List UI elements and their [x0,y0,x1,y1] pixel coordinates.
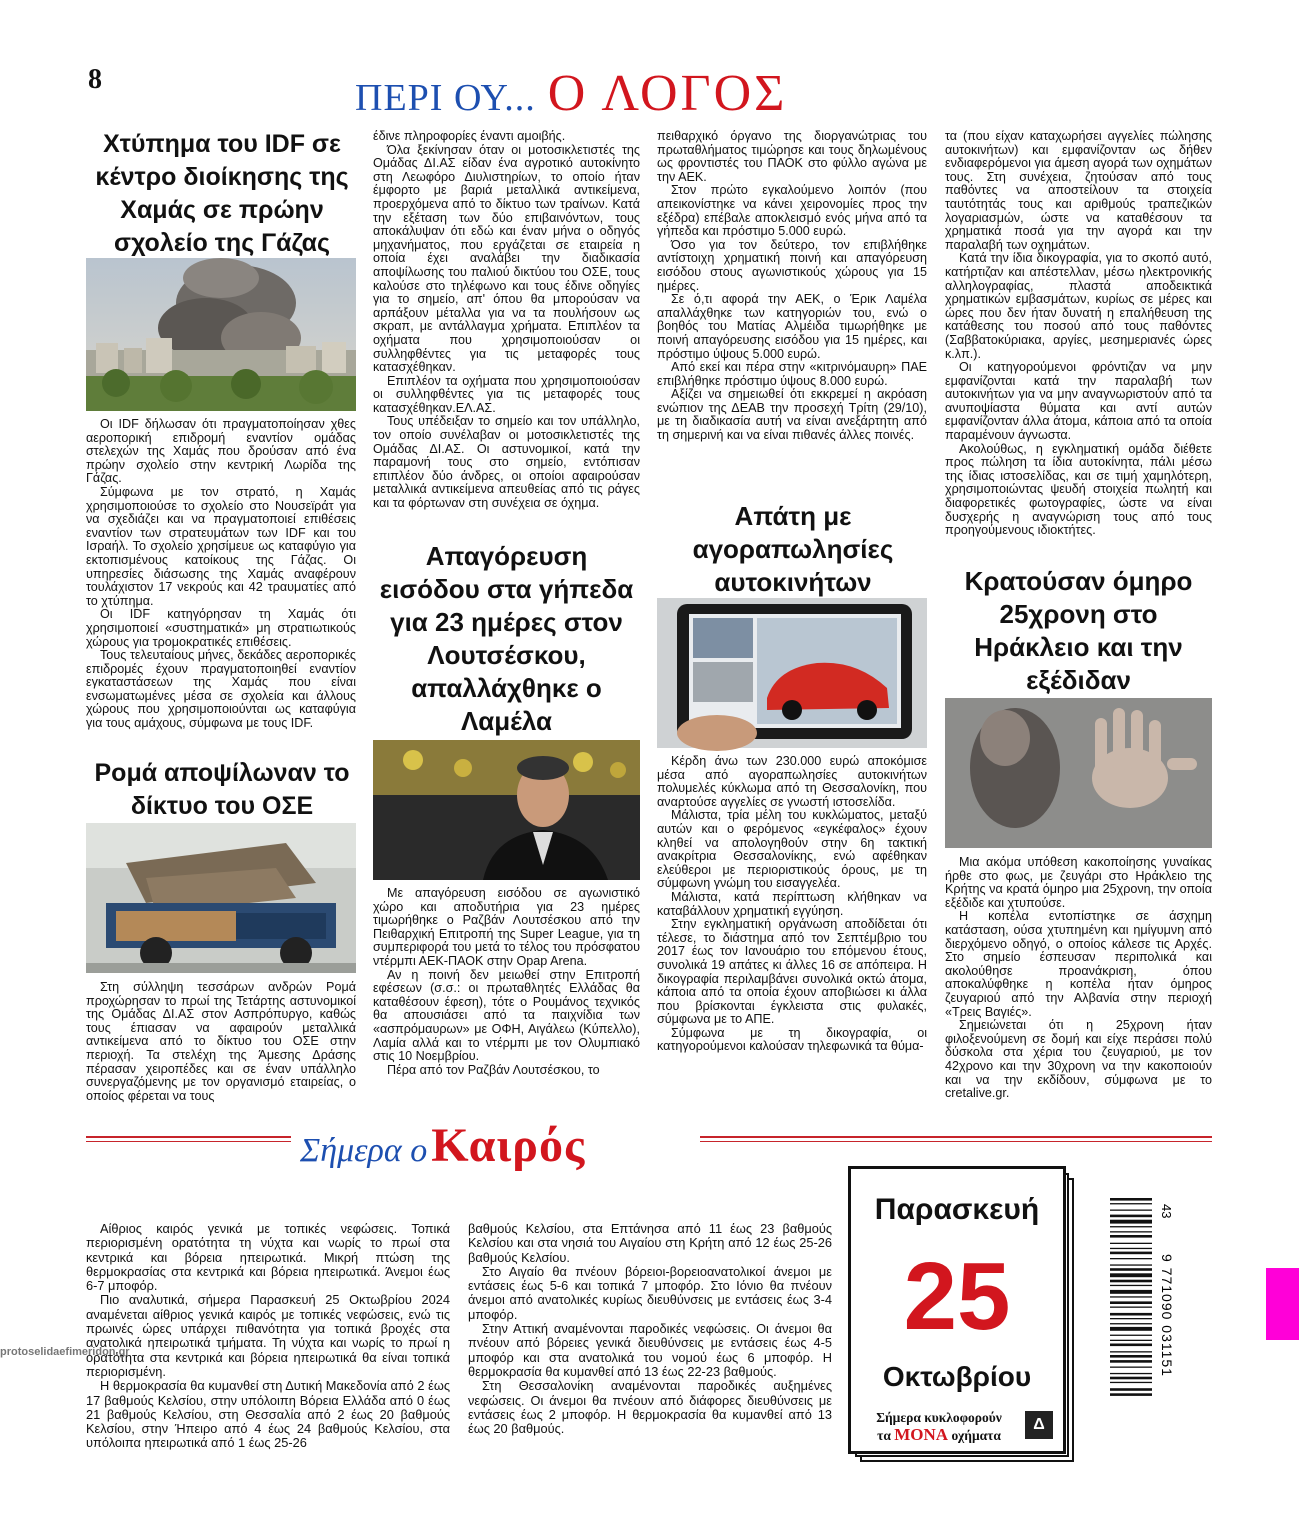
weather-paragraph: Στην Αττική αναμένονται παροδικές νεφώσεις. Οι άνεμοι θα πνέουν από βόρειες γενικά διευθύνσεις με εντάσεις έως 4-5 μποφόρ και στα ανατολικά του νομού έως 6 μποφόρ. Η θερμοκρασία θα κυμανθεί από 13 έως 22-23 βαθμούς. [468,1321,832,1379]
lucescu-paragraph: πειθαρχικό όργανο της διοργανώτριας του πρωταθλήματος τιμώρησε και τους δηλωμένους ως φροντιστές του ΠΑΟΚ στο φύλλο αγώνα με την ΑΕΚ. [657,129,927,184]
barcode-bar [1110,1285,1152,1286]
cars-paragraph: Μάλιστα, τρία μέλη του κυκλώματος, μεταξύ αυτών και ο φερόμενος «εγκέφαλος» έχουν κληθεί να απολογηθούν στην 6η τακτική ανακρίτρια Θεσσαλονίκης, ενώ αφέθηκαν ελεύθεροι με περιοριστικούς όρους, με τη σύμφωνη γνώμη του εισαγγελέα. [657,808,927,891]
cars-paragraph: Ακολούθως, η εγκληματική ομάδα διέθετε προς πώληση τα ίδια αυτοκίνητα, πάλι μέσω της ίδιας ιστοσελίδας, και σε τιμή χαμηλότερη, χρησιμοποιώντας ψευδή στοιχεία πωλητή και διαφορετικές φωτογραφίες, ώστε να είναι δυσχερής η αναγνώριση τους από τους προηγούμενους ιδιοκτήτες. [945,441,1212,538]
newspaper-logo-icon: Δ [1025,1411,1053,1439]
barcode-bar [1110,1203,1152,1204]
calendar-footer-red: ΜΟΝΑ [894,1425,949,1444]
barcode-bar [1110,1290,1152,1294]
lucescu-headline: Απαγόρευση εισόδου στα γήπεδα για 23 ημέρες στον Λουτσέσκου, απαλλάχθηκε ο Λαμέλα [379,541,634,736]
cars-body-col3 [657,755,927,1109]
lucescu-paragraph: Αν η ποινή δεν μειωθεί στην Επιτροπή εφέσεων (σ.σ.: οι πρωταθλητές Ελλάδας θα καταθέσουν έφεση), τότε ο Ρουμάνος τεχνικός θα απουσιάσει από τα παιχνίδια των «ασπρόμαυρων» με ΟΦΗ, Αιγάλεω (Κύπελλο), Λαμία αλλά και το ντέρμπι με τον Ολυμπιακό στις 10 Νοεμβρίου. [373,967,640,1064]
ose-paragraph: Επιπλέον τα οχήματα που χρησιμοποιούσαν οι συλληφθέντες για τις μεταφορές τους κατασχέθηκαν.ΕΛ.ΑΣ. [373,373,640,415]
barcode-digits: 9 771090 031151 [1159,1254,1175,1377]
barcode-bar [1110,1382,1152,1383]
heraklion-paragraph: Η κοπέλα εντοπίστηκε σε άσχημη κατάσταση, ούσα χτυπημένη και ημίγυμνη από διερχόμενο οδηγό, ο οποίος κάλεσε τις Αρχές. Στο σημείο έσπευσαν περιπολικά και ακολούθησε προανάκριση, όπου αποκαλύφθηκε η κοπέλα ήταν όμηρος ζευγαριού από την Αλβανία στην περιοχή «Τρεις Βαγιές». [945,909,1212,1019]
barcode-bar [1110,1313,1152,1316]
weather-title-red: Καιρός [431,1119,586,1172]
cars-paragraph: τα (που είχαν καταχωρήσει αγγελίες πώλησης αυτοκινήτων) και εμφανίζονταν ως δήθεν ενδιαφερόμενοι για άμεση αγορά των οχημάτων τους. Στη συνέχεια, ζητούσαν από τους παθόντες να αποστείλουν τα στοιχεία ταυτότητάς τους και αριθμούς τραπεζικών λογαριασμών, ώστε να καταθέσουν τα χρηματικά ποσά για την αγορά και την παραλαβή των οχημάτων. [945,129,1212,252]
barcode-bar [1110,1355,1152,1358]
barcode-bar [1110,1373,1152,1374]
barcode-bar [1110,1264,1152,1265]
barcode-bar [1110,1367,1152,1368]
lucescu-body-col2 [373,887,640,1109]
barcode-bar [1110,1360,1152,1363]
barcode-bar [1110,1258,1152,1259]
lucescu-paragraph: Πέρα από τον Ραζβάν Λουτσέσκου, το [387,1062,600,1077]
calendar-footer-post: οχήματα [951,1428,1001,1443]
idf-paragraph: Τους τελευταίους μήνες, δεκάδες αεροπορικές επιδρομές έχουν πραγματοποιηθεί εναντίον εγκαταστάσεων της Χαμάς που είναι ενσωματωμένες μέσα σε σχολεία και άλλους χώρους που χρησιμοποιούνται ως καταφύγια για τους αμάχους, σύμφωνα με τους IDF. [86,648,356,731]
cars-headline: Απάτη με αγοραπωλησίες αυτοκινήτων [692,501,894,597]
lucescu-paragraph: Με απαγόρευση εισόδου σε αγωνιστικό χώρο και αποδυτήρια για 23 ημέρες τιμωρήθηκε ο Ραζβάν Λουτσέσκου από την Πειθαρχική Επιτροπή της Super League, για τη συμπεριφορά του μετά το τέλος του πρόσφατου ντέρμπι ΑΕΚ-ΠΑΟΚ στην Opap Arena. [373,886,640,968]
weather-title-blue: Σήμερα ο [300,1132,428,1169]
barcode-bar [1110,1351,1152,1352]
masthead [355,64,955,122]
ose-body-col2 [373,130,640,530]
calendar [848,1166,1066,1454]
gaza-photo [86,258,356,411]
weather-rule-right-thin [700,1141,1212,1142]
calendar-month: Οκτωβρίου [882,1361,1032,1392]
barcode-bar [1110,1210,1152,1211]
weather-rule-right [700,1136,1212,1138]
barcode-bar [1110,1388,1152,1391]
barcode-bars [1110,1196,1175,1470]
lucescu-paragraph: Όσο για τον δεύτερο, τον επιβλήθηκε αντίστοιχη χρηματική ποινή και απαγόρευση εισόδου στους αγωνιστικούς χώρους για 15 ημέρες. [657,237,927,293]
hand-photo [945,698,1212,848]
idf-paragraph: Οι IDF κατηγόρησαν τη Χαμάς ότι χρησιμοποιεί «συστηματικά» μη στρατιωτικούς χώρους για τρομοκρατικές επιθέσεις. [86,607,356,649]
barcode-issue: 43 [1159,1204,1174,1219]
ose-paragraph: έδινε πληροφορίες έναντι αμοιβής. [373,129,566,143]
lucescu-paragraph: Αξίζει να σημειωθεί ότι εκκρεμεί η ακρόαση ενώπιον της ΔΕΑΒ την προσεχή Τρίτη (29/10), με τη διαδικασία αυτή να είναι ανεξάρτητη από τη σημερινή και να είναι πιθανές άλλες ποινές. [657,387,927,443]
idf-headline: Χτύπημα του IDF σε κέντρο διοίκησης της Χαμάς σε πρώην σχολείο της Γάζας [95,130,349,257]
truck-photo [86,823,356,973]
weather-paragraph: Πιο αναλυτικά, σήμερα Παρασκευή 25 Οκτωβρίου 2024 αναμένεται αίθριος γενικά καιρός με τοπικές νεφώσεις, ενώ τις πρωινές ώρες υπάρχει πιθανότητα για τοπικά βροχές στα ανατολικά ηπειρωτικά τμήματα. Τη νύχτα και νωρίς το πρωί η ορατότητα στα κεντρικά και βόρεια ηπειρωτικά θα είναι τοπικά περιορισμένη. [86,1292,450,1379]
calendar-footer-line1: Σήμερα κυκλοφορούν [876,1410,1002,1425]
lucescu-body-col3 [657,130,927,490]
lucescu-paragraph: Από εκεί και πέρα στην «κιτρινόμαυρη» ΠΑΕ επιβλήθηκε πρόστιμο ύψους 8.000 ευρώ. [657,360,927,388]
heraklion-headline: Κρατούσαν όμηρο 25χρονη στο Ηράκλειο και την εξέδιδαν [964,566,1193,695]
idf-body [86,418,356,750]
tablet-photo [657,598,927,748]
weather-rule-left-thin [86,1141,291,1142]
heraklion-body [945,856,1212,1109]
weather-paragraph: βαθμούς Κελσίου, στα Επτάνησα από 11 έως 23 βαθμούς Κελσίου και στα νησιά του Αιγαίου στη Κρήτη από 12 έως 25-26 βαθμούς Κελσίου. [468,1221,832,1265]
weather-rule-left [86,1136,291,1138]
barcode-bar [1110,1235,1152,1238]
lucescu-paragraph: Σε ό,τι αφορά την ΑΕΚ, ο Έρικ Λαμέλα απαλλάχθηκε των κατηγοριών του, ενώ ο βοηθός του Ματίας Αλμέιδα τιμωρήθηκε με ποινή απαγόρευσης εισόδου για 15 ημέρες, και πρόστιμο ύψους 5.000 ευρώ. [657,292,927,361]
barcode [1110,1196,1175,1470]
idf-paragraph: Σύμφωνα με τον στρατό, η Χαμάς χρησιμοποιούσε το σχολείο στο Νουσεϊράτ για να σχεδιάζει και να πραγματοποιεί επιθέσεις εναντίον των στρατευμάτων των IDF και του Ισραήλ. Το σχολείο χρησίμευε ως καταφύγιο για εκτοπισμένους κατοίκους της Γάζας. Οι υπηρεσίες διάσωσης της Χαμάς αναφέρουν τουλάχιστον 17 νεκρούς και 42 τραυματίες από το χτύπημα. [86,484,356,608]
barcode-bar [1110,1226,1152,1227]
barcode-bar [1110,1340,1152,1341]
ose-paragraph: Στη σύλληψη τεσσάρων ανδρών Ρομά προχώρησαν το πρωί της Τετάρτης αστυνομικοί της Ομάδας ΔΙ.ΑΣ στον Ασπρόπυργο, καθώς τους έπιασαν να αφαιρούν μεταλλικά αντικείμενα από το δίκτυο του ΟΣΕ στην περιοχή. Τα στελέχη της Άμεσης Δράσης πέρασαν χειροπέδες και σε έναν υπάλληλο συνεργαζόμενης με τον οργανισμό εταιρείας, ο οποίος φέρεται να τους [86,980,356,1103]
barcode-bar [1110,1268,1152,1271]
barcode-bar [1110,1335,1152,1336]
weather-body-col1 [86,1222,450,1462]
weather-paragraph: Η θερμοκρασία θα κυμανθεί στη Δυτική Μακεδονία από 2 έως 17 βαθμούς Κελσίου, στην υπόλοιπη Βόρεια Ελλάδα από 0 έως 21 βαθμούς Κελσίου, στη Θεσσαλία από 2 έως 20 βαθμούς Κελσίου, στην Ήπειρο από 4 έως 24 βαθμούς Κελσίου, στα υπόλοιπα ηπειρωτικά από 1 έως 25-26 [86,1378,450,1451]
barcode-bar [1110,1301,1152,1304]
barcode-bar [1110,1243,1152,1244]
calendar-date: 25 [903,1243,1011,1350]
barcode-bar [1110,1252,1152,1255]
barcode-bar [1110,1307,1152,1308]
barcode-bar [1110,1231,1152,1232]
watermark: protoselidaefimeridon.gr [0,1346,130,1358]
weather-paragraph: Στο Αιγαίο θα πνέουν βόρειοι-βορειοανατολικοί άνεμοι με εντάσεις έως 5-6 και τοπικά 7 μποφόρ. Στο Ιόνιο θα πνέουν άνεμοι από ανατολικές κυρίως διευθύνσεις με εντάσεις έως 3-4 μποφόρ. [468,1263,832,1322]
barcode-bar [1110,1198,1152,1201]
calendar-footer [859,1409,1019,1444]
barcode-bar [1110,1393,1152,1396]
calendar-footer-pre: τα [877,1428,891,1443]
ose-paragraph: Τους υπέδειξαν το σημείο και τον υπάλληλο, τον οποίο συνέλαβαν οι μοτοσικλετιστές της Ομάδας ΔΙ.ΑΣ. Οι αστυνομικοί, κατά την παραμονή τους στο σημείο, εντόπισαν επιπλέον δύο άνδρες, οι οποίοι αφαιρούσαν μεταλλικά αντικείμενα απευθείας από τις ράγες και τα φόρτωναν στη συνέχεια σε όχημα. [373,414,640,511]
lucescu-photo [373,740,640,880]
barcode-bar [1110,1318,1152,1319]
calendar-day: Παρασκευή [874,1193,1040,1226]
weather-title [300,1118,585,1173]
cars-paragraph: Μάλιστα, κατά περίπτωση κλήθηκαν να καταβάλλουν χρηματική εγγύηση. [657,889,927,918]
barcode-bar [1110,1323,1152,1324]
barcode-bar [1110,1273,1152,1277]
ose-body-col1 [86,981,356,1109]
lucescu-paragraph: Στον πρώτο εγκαλούμενο λοιπόν (που απεικονίστηκε να κάνει χειρονομίες προς την εξέδρα) επέβαλε αποκλεισμό ενός μήνα από τα γήπεδα και πρόστιμο 5.000 ευρώ. [657,183,927,239]
barcode-bar [1110,1327,1152,1331]
heraklion-paragraph: Μια ακόμα υπόθεση κακοποίησης γυναίκας ήρθε στο φως, με ζευγάρι στο Ηράκλειο της Κρήτης να κρατά όμηρο μια 25χρονη, την οποία εξέδιδε και χτυπούσε. [945,855,1212,910]
ose-headline: Ρομά αποψίλωναν το δίκτυο του ΟΣΕ [94,759,350,820]
barcode-bar [1110,1344,1152,1347]
masthead-red: Ο ΛΟΓΟΣ [547,65,788,122]
weather-paragraph: Αίθριος καιρός γενικά με τοπικές νεφώσεις. Τοπικά περιορισμένη ορατότητα τη νύχτα και νωρίς το πρωί στα κεντρικά και βόρεια ηπειρωτικά. Μικρή πτώση της θερμοκρασίας στα κεντρικά και βόρεια ηπειρωτικά. Άνεμοι έως 6-7 μποφόρ. [86,1221,450,1294]
barcode-bar [1110,1215,1152,1218]
magenta-registration-mark [1266,1268,1299,1340]
cars-paragraph: Κέρδη άνω των 230.000 ευρώ αποκόμισε μέσα από αγοραπωλησίες αυτοκινήτων πολυμελές κύκλωμα από τη Θεσσαλονίκη, που αναρτούσε αγγελίες σε γνωστή ιστοσελίδα. [657,754,927,809]
cars-paragraph: Σύμφωνα με τη δικογραφία, οι κατηγορούμενοι καλούσαν τηλεφωνικά τα θύμα- [657,1025,927,1054]
idf-paragraph: Οι IDF δήλωσαν ότι πραγματοποίησαν χθες αεροπορική επιδρομή εναντίον ομάδας στελεχών της Χαμάς που δρούσαν από ένα πρώην σχολείο στην κεντρική Λωρίδα της Γάζας. [86,417,356,486]
barcode-bar [1110,1248,1152,1249]
cars-paragraph: Κατά την ίδια δικογραφία, για το σκοπό αυτό, κατήρτιζαν και απέστελλαν, μέσω ηλεκτρονικής αλληλογραφίας, πλαστά αποδεικτικά χρηματικών εμβασμάτων, κυρίως σε μέρες και ώρες που δεν ήταν δυνατή η επαλήθευση της κατάθεσης του ποσού από τους παθόντες (Σαββατοκύριακα, αργίες, μεσημεριανές ώρες κ.λπ.). [945,251,1212,361]
cars-paragraph: Στην εγκληματική οργάνωση αποδίδεται ότι τέλεσε, το διάστημα από τον Σεπτέμβριο του 2017 έως τον Ιανουάριο του επόμενου έτους, συνολικά 19 απάτες κι άλλες 16 σε απόπειρα. Η δικογραφία περιλαμβάνει συνολικά οκτώ άτομα, κάποια από τα οποία έχουν αποβιώσει κι άλλα που βρίσκονται έγκλειστα στις φυλακές, σύμφωνα με το ΑΠΕ. [657,917,927,1027]
weather-body-col2 [468,1222,832,1462]
page-number: 8 [88,64,102,95]
cars-paragraph: Οι κατηγορούμενοι φρόντιζαν να μην εμφανίζονται κατά την παραλαβή των αυτοκινήτων για να μην αναγνωριστούν από τα ανυποψίαστα θύματα και αντί αυτών εμφανίζονταν άλλα άτομα, κάποια από τα οποία παραμένουν άγνωστα. [945,360,1212,443]
barcode-bar [1110,1220,1152,1224]
weather-paragraph: Στη Θεσσαλονίκη αναμένονται παροδικές αυξημένες νεφώσεις. Οι άνεμοι θα πνέουν από διάφορες διευθύνσεις με εντάσεις έως 2 μποφόρ. Η θερμοκρασία θα κυμανθεί από 13 έως 20 βαθμούς. [468,1378,832,1437]
masthead-blue: ΠΕΡΙ ΟΥ... [355,77,536,119]
barcode-bar [1110,1377,1152,1380]
barcode-bar [1110,1296,1152,1297]
calendar-footer-line2 [859,1426,1019,1444]
cars-body-col4 [945,130,1212,558]
heraklion-paragraph: Σημειώνεται ότι η 25χρονη ήταν φιλοξενούμενη σε δομή και είχε περάσει πολύ δύσκολα στα χέρια του ζευγαριού, με τον 42χρονο και την 30χρονη να την κακοποιούν και να την εκδίδουν, σύμφωνα με το cretalive.gr. [945,1018,1212,1101]
ose-paragraph: Όλα ξεκίνησαν όταν οι μοτοσικλετιστές της Ομάδας ΔΙ.ΑΣ είδαν ένα αγροτικό αυτοκίνητο στη Λεωφόρο Διυλιστηρίων, το οποίο ήταν έμφορτο με βαριά μεταλλικά αντικείμενα, προερχόμενα από το δίκτυο των τραίνων. Κατά την εξέταση των δύο επιβαινόντων, τους αποκάλυψαν ότι εδώ και έναν μήνα ο οδηγός μηχανήματος, που εργάζεται σε εταιρεία η οποία έχει αναλάβει την διαδικασία αποψίλωσης του παλιού δικτύου του ΟΣΕ, τους καλούσε στο τηλέφωνο και τους έδινε οδηγίες για το σημείο, απ' όπου θα μπορούσαν να αρπάξουν μέταλλα για να τα πουλήσουν ως σκραπ, με αντάλλαγμα χρήματα. Επιπλέον τα οχήματα που χρησιμοποιούσαν οι συλληφθέντες για τις μεταφορές τους κατασχέθηκαν. [373,142,640,375]
barcode-bar [1110,1280,1152,1283]
